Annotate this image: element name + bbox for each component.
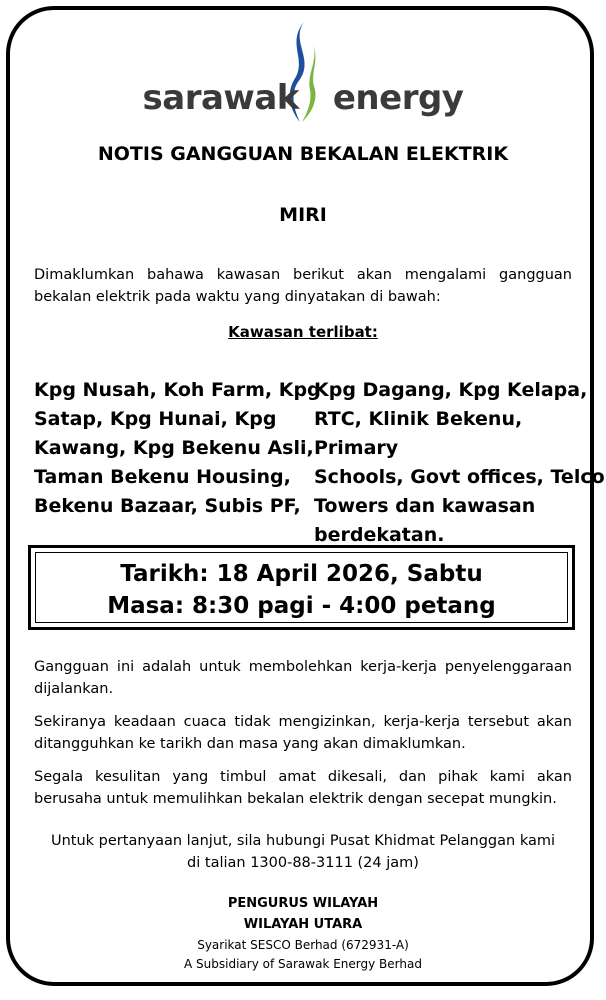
area-line: Taman Bekenu Housing, [34,466,291,488]
sarawak-energy-logo [0,20,606,130]
area-line: Bekenu Bazaar, Subis PF, [34,495,301,517]
schedule-date: Tarikh: 18 April 2026, Sabtu [120,561,483,587]
footer-region: WILAYAH UTARA [243,917,363,932]
footer-company: Syarikat SESCO Berhad (672931-A) [197,938,409,952]
area-line: Kpg Nusah, Koh Farm, Kpg [34,379,321,401]
area-line: Satap, Kpg Hunai, Kpg [34,408,277,430]
area-line: RTC, Klinik Bekenu, Primary [314,408,523,459]
areas-left-column [34,376,321,521]
city-name: MIRI [279,204,327,226]
footer-subsidiary: A Subsidiary of Sarawak Energy Berhad [184,957,422,971]
intro-paragraph: Dimaklumkan bahawa kawasan berikut akan mengalami gangguan bekalan elektrik pada waktu yang dinyatakan di bawah: [34,267,572,305]
footer-manager: PENGURUS WILAYAH [227,896,379,911]
schedule-box [28,545,575,630]
brand-right-word: energy [332,78,464,118]
schedule-time: Masa: 8:30 pagi - 4:00 petang [107,593,496,619]
area-line: Kawang, Kpg Bekenu Asli, [34,437,314,459]
purpose-paragraph: Gangguan ini adalah untuk membolehkan kerja-kerja penyelenggaraan dijalankan. [34,659,572,697]
area-line: Schools, Govt offices, Telco [314,466,605,488]
brand-left-word: sarawak [142,78,299,118]
contact-paragraph: Untuk pertanyaan lanjut, sila hubungi Pusat Khidmat Pelanggan kami di talian 1300-88-3111 (24 jam) [51,833,555,871]
apology-paragraph: Segala kesulitan yang timbul amat dikesali, dan pihak kami akan berusaha untuk memulihkan bekalan elektrik dengan secepat mungkin. [34,769,572,807]
area-line: Kpg Dagang, Kpg Kelapa, [314,379,588,401]
area-line: Towers dan kawasan [314,495,536,517]
area-line: berdekatan. [314,524,445,546]
weather-paragraph: Sekiranya keadaan cuaca tidak mengizinkan, kerja-kerja tersebut akan ditangguhkan ke tarikh dan masa yang akan dimaklumkan. [34,714,572,752]
affected-areas-heading: Kawasan terlibat: [228,323,378,341]
areas-right-column [314,376,606,550]
notice-title: NOTIS GANGGUAN BEKALAN ELEKTRIK [97,143,509,165]
